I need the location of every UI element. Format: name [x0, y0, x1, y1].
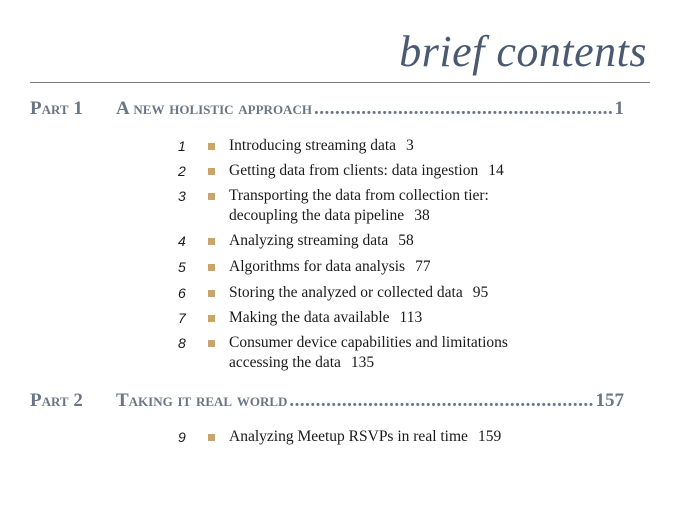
part-page-number: 1 [614, 98, 624, 119]
chapter-page-number: 95 [472, 284, 489, 301]
chapter-page-number: 3 [406, 137, 414, 154]
dot-leader [289, 390, 593, 412]
square-bullet-icon [208, 193, 215, 200]
chapter-entry-9[interactable] [178, 427, 598, 447]
square-bullet-icon [208, 290, 215, 297]
chapter-number: 9 [178, 429, 186, 445]
part-heading-2[interactable] [30, 390, 624, 412]
chapter-title: Transporting the data from collection tier: decoupling the data pipeline 38 [229, 187, 489, 224]
chapter-title: Analyzing Meetup RSVPs in real time 159 [229, 428, 502, 445]
chapter-title: Algorithms for data analysis 77 [229, 258, 431, 275]
part-label: Part 1 [30, 98, 83, 119]
part-heading-1[interactable] [30, 98, 624, 120]
chapter-entry-2[interactable] [178, 161, 598, 181]
chapter-entry-8[interactable] [178, 333, 598, 373]
chapter-number: 3 [178, 188, 186, 204]
part-title: A new holistic approach [116, 98, 312, 119]
chapter-number: 1 [178, 138, 186, 154]
chapter-page-number: 159 [477, 428, 502, 445]
chapter-title: Consumer device capabilities and limitations accessing the data 135 [229, 334, 508, 371]
dot-leader [314, 98, 613, 120]
chapter-page-number: 77 [415, 258, 431, 275]
chapter-number: 6 [178, 285, 186, 301]
chapter-page-number: 113 [399, 309, 423, 326]
square-bullet-icon [208, 238, 215, 245]
chapter-entry-5[interactable] [178, 257, 598, 277]
chapter-number: 4 [178, 233, 186, 249]
title-divider [30, 82, 650, 83]
part-title: Taking it real world [116, 390, 288, 411]
square-bullet-icon [208, 315, 215, 322]
chapter-number: 8 [178, 335, 186, 351]
chapter-page-number: 58 [398, 232, 414, 249]
chapter-entry-1[interactable] [178, 136, 598, 156]
chapter-page-number: 135 [350, 354, 375, 371]
part-label: Part 2 [30, 390, 83, 411]
chapter-entry-3[interactable] [178, 186, 598, 226]
chapter-number: 2 [178, 163, 186, 179]
chapter-title: Getting data from clients: data ingestion 14 [229, 162, 504, 179]
chapter-entry-6[interactable] [178, 283, 598, 303]
chapter-title: Making the data available 113 [229, 309, 423, 326]
square-bullet-icon [208, 434, 215, 441]
part-page-number: 157 [595, 390, 624, 411]
chapter-page-number: 38 [414, 207, 430, 224]
page-title: brief contents [399, 27, 647, 76]
chapter-number: 5 [178, 259, 186, 275]
chapter-page-number: 14 [488, 162, 504, 179]
square-bullet-icon [208, 264, 215, 271]
chapter-title: Introducing streaming data 3 [229, 137, 414, 154]
square-bullet-icon [208, 168, 215, 175]
square-bullet-icon [208, 340, 215, 347]
chapter-title: Storing the analyzed or collected data 95 [229, 284, 489, 301]
chapter-number: 7 [178, 310, 186, 326]
chapter-entry-7[interactable] [178, 308, 598, 328]
chapter-entry-4[interactable] [178, 231, 598, 251]
chapter-title: Analyzing streaming data 58 [229, 232, 414, 249]
square-bullet-icon [208, 143, 215, 150]
